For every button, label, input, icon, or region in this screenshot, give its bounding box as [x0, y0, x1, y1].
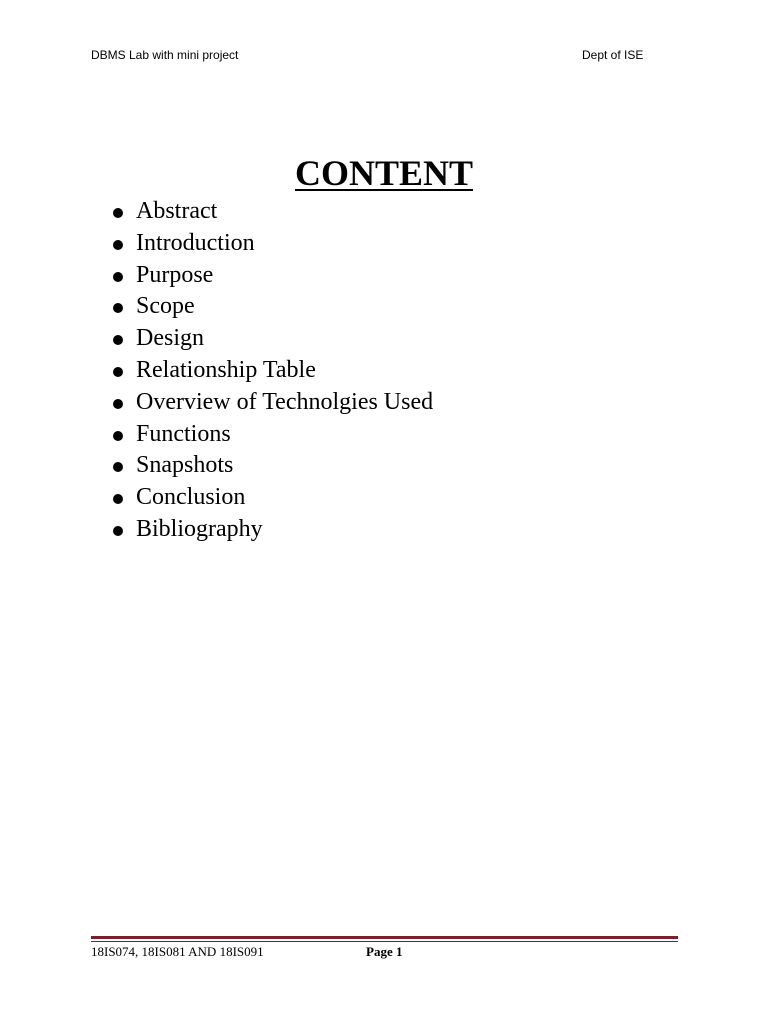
- page-title: [0, 151, 768, 195]
- contents-item-label: Conclusion: [136, 484, 246, 511]
- bullet-icon: [113, 208, 123, 218]
- footer-divider-thick: [91, 936, 678, 939]
- contents-item: [107, 323, 433, 355]
- contents-item-label: Snapshots: [136, 452, 234, 479]
- contents-item: [107, 450, 433, 482]
- bullet-icon: [113, 335, 123, 345]
- contents-item: [107, 260, 433, 292]
- bullet-icon: [113, 399, 123, 409]
- contents-item-label: Abstract: [136, 198, 218, 224]
- contents-item: [107, 228, 433, 260]
- contents-item: [107, 355, 433, 387]
- footer-left-text: 18IS074, 18IS081 AND 18IS091: [91, 944, 264, 959]
- contents-item-label: Overview of Technolgies Used: [136, 388, 434, 415]
- contents-item-label: Design: [136, 325, 204, 352]
- header-left-text: DBMS Lab with mini project: [91, 48, 239, 62]
- bullet-icon: [113, 431, 123, 441]
- footer-divider: [91, 936, 678, 944]
- contents-item-label: Functions: [136, 420, 231, 447]
- contents-item: [107, 514, 433, 546]
- bullet-icon: [113, 272, 123, 282]
- contents-item: [107, 291, 433, 323]
- bullet-icon: [113, 526, 123, 536]
- bullet-icon: [113, 303, 123, 313]
- bullet-icon: [113, 367, 123, 377]
- contents-item-label: Relationship Table: [136, 356, 316, 383]
- page-number: Page 1: [366, 944, 403, 959]
- contents-item-label: Bibliography: [136, 515, 263, 542]
- contents-item-label: Scope: [136, 293, 195, 320]
- contents-item: [107, 387, 433, 419]
- bullet-icon: [113, 494, 123, 504]
- footer-divider-thin: [91, 941, 678, 942]
- contents-item: [107, 482, 433, 514]
- header-right-text: Dept of ISE: [582, 48, 644, 62]
- contents-item: [107, 196, 433, 228]
- contents-item-label: Introduction: [136, 229, 255, 256]
- bullet-icon: [113, 240, 123, 250]
- bullet-icon: [113, 462, 123, 472]
- contents-item-label: Purpose: [136, 261, 214, 288]
- page-title-text: CONTENT: [294, 153, 474, 193]
- contents-item: [107, 419, 433, 451]
- contents-list: [107, 196, 433, 546]
